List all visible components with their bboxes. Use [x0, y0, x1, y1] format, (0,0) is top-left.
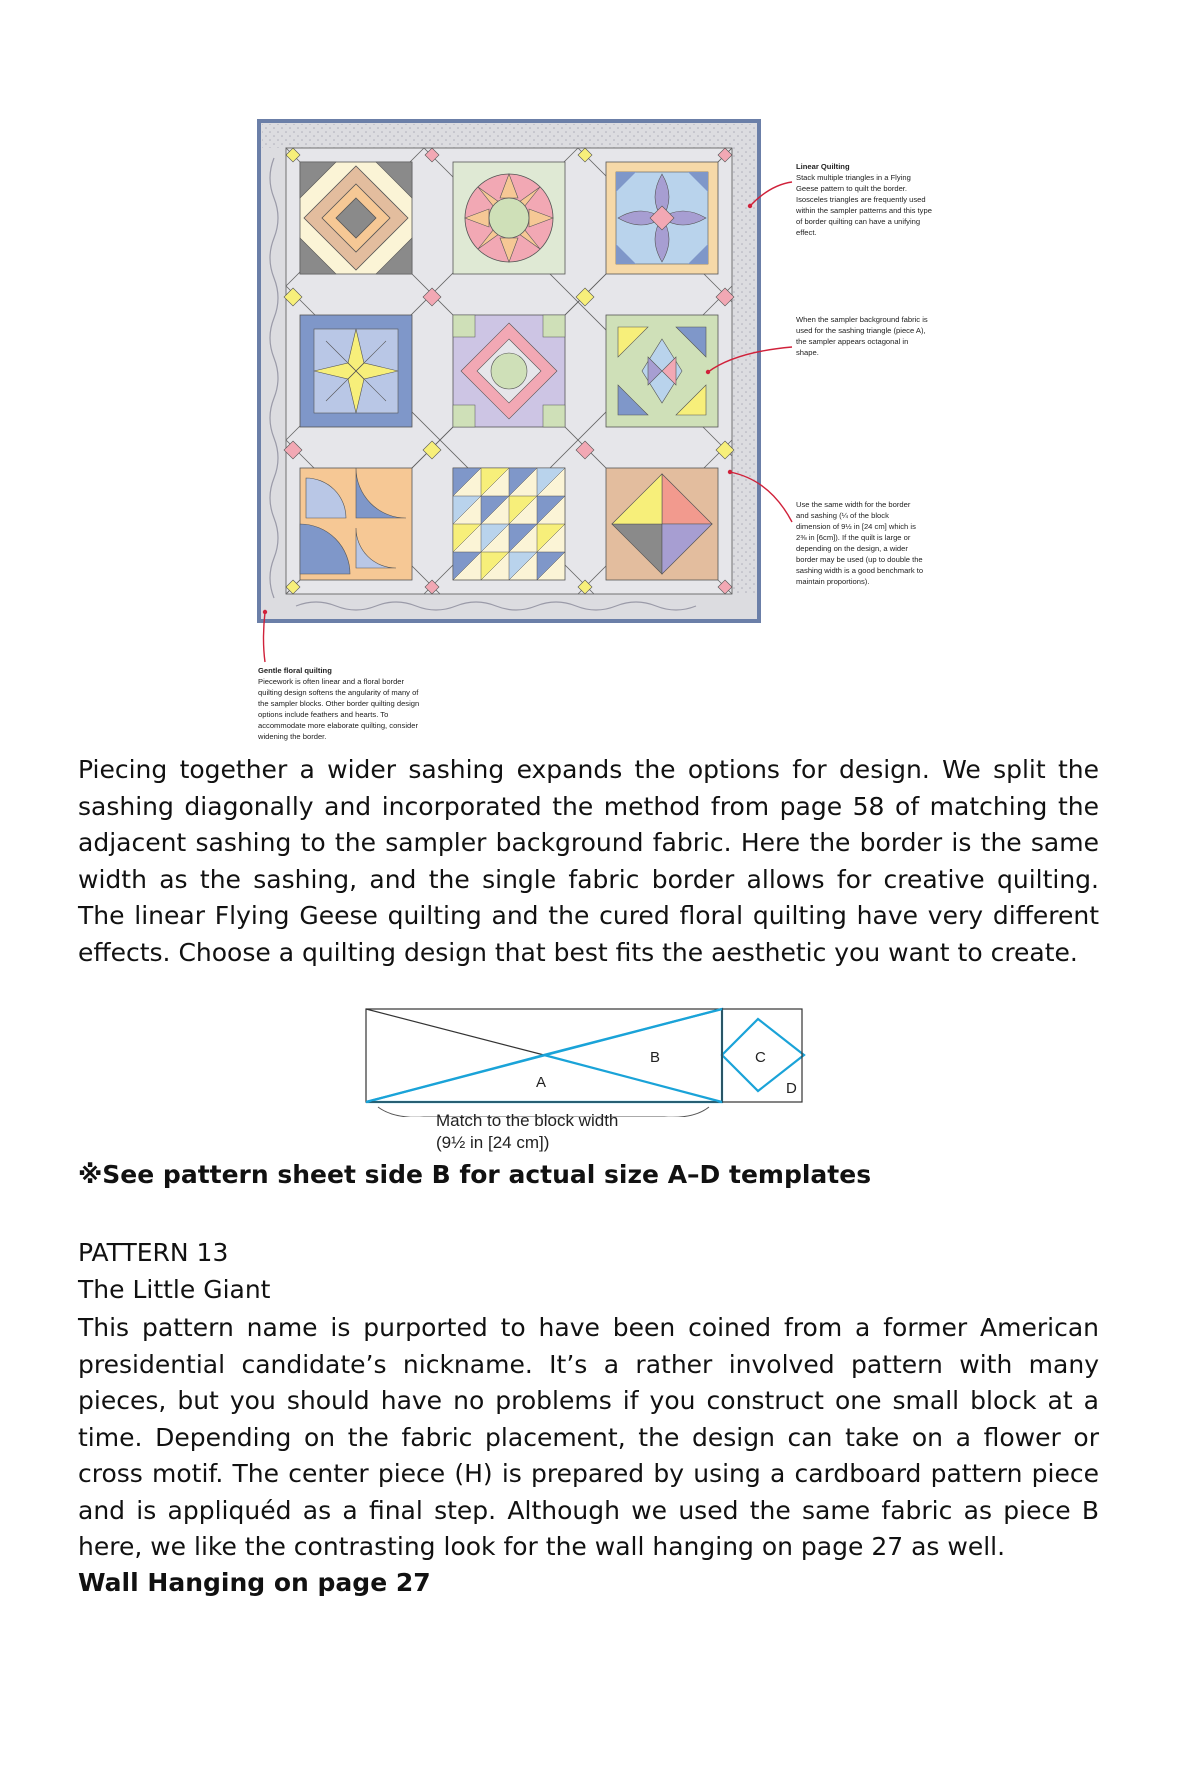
label-c: C [755, 1049, 766, 1066]
callout-floral-quilting [258, 665, 424, 742]
callout-border-width [796, 499, 924, 587]
intro-paragraph: Piecing together a wider sashing expands the options for design. We split the sashing diagonally and incorporated the method from page 58 of matching the adjacent sashing to the sampler background fabric. Here the border is the same width as the sashing, and the single fabric border allows for creative quilting. The linear Flying Geese quilting and the cured floral quilting have very different effects. Choose a quilting design that best fits the aesthetic you want to create. [78, 755, 1099, 967]
callout-sashing-triangle [796, 314, 932, 358]
pattern-name: The Little Giant [78, 1275, 271, 1304]
callout-lines [0, 0, 1181, 760]
caption-line-2: (9½ in [24 cm]) [436, 1133, 550, 1152]
caption-line-1: Match to the block width [436, 1111, 619, 1130]
template-diagram [364, 1007, 814, 1117]
callout-text: Use the same width for the border and sashing (¼ of the block dimension of 9½ in [24 cm] which is 2⅜ in [6cm]). If the quilt is large or depending on the design, a wider border may be used (up to double the sashing width is a good benchmark to maintain proportions). [796, 500, 924, 586]
label-d: D [786, 1080, 797, 1097]
wall-hanging-link[interactable]: Wall Hanging on page 27 [78, 1568, 431, 1597]
label-b: B [650, 1049, 661, 1066]
callout-text: Piecework is often linear and a floral border quilting design softens the angularity of many of the sampler blocks. Other border quilting design options include feathers and hearts. To accommodate more elaborate quilting, consider widening the border. [258, 677, 420, 741]
callout-title: Linear Quilting [796, 162, 850, 171]
callout-text: When the sampler background fabric is used for the sashing triangle (piece A), the sampler appears octagonal in shape. [796, 315, 928, 357]
callout-title: Gentle floral quilting [258, 666, 332, 675]
pattern-number: PATTERN 13 [78, 1238, 229, 1267]
pattern-sheet-note: ※See pattern sheet side B for actual size A–D templates [78, 1160, 872, 1189]
callout-text: Stack multiple triangles in a Flying Geese pattern to quilt the border. Isosceles triangles are frequently used within the sampler patterns and this type of border quilting can have a unifying effect. [796, 173, 932, 237]
pattern-description: This pattern name is purported to have been coined from a former American presidential candidate’s nickname. It’s a rather involved pattern with many pieces, but you should have no problems if you construct one small block at a time. Depending on the fabric placement, the design can take on a flower or cross motif. The center piece (H) is prepared by using a cardboard pattern piece and is appliquéd as a final step. Although we used the same fabric as piece B here, we like the contrasting look for the wall hanging on page 27 as well. [78, 1313, 1099, 1561]
label-a: A [536, 1074, 547, 1091]
callout-linear-quilting [796, 161, 932, 238]
template-caption [436, 1110, 618, 1154]
